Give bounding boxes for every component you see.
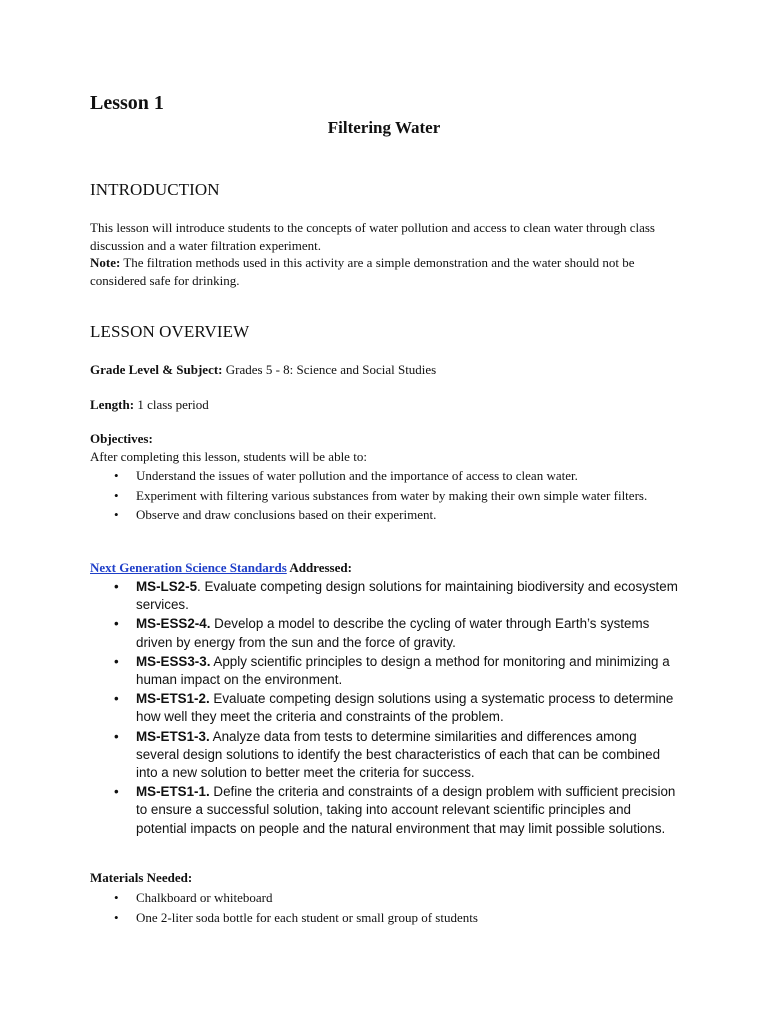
lesson-overview-heading: LESSON OVERVIEW	[90, 322, 250, 341]
page-title: Filtering Water	[327, 118, 441, 137]
list-item	[90, 653, 680, 689]
grade-level-label: Grade Level & Subject:	[90, 362, 223, 377]
list-item	[90, 728, 680, 783]
list-item	[90, 690, 680, 726]
list-item: • Chalkboard or whiteboard	[90, 889, 680, 907]
objectives-label: Objectives:	[90, 431, 153, 446]
list-item	[90, 578, 680, 614]
standard-text: Apply scientific principles to design a method for monitoring and minimizing a human impact on the environment.	[136, 653, 670, 688]
materials-list	[90, 889, 680, 928]
standard-text: Analyze data from tests to determine similarities and differences among several design solutions to identify the best characteristics of each that can be combined into a new solution to better meet the criteria for success.	[136, 728, 661, 781]
standard-code: MS-ETS1-1.	[136, 784, 210, 800]
standard-text: Develop a model to describe the cycling of water through Earth’s systems driven by energy from the sun and the force of gravity.	[136, 616, 650, 650]
introduction-heading: INTRODUCTION	[90, 180, 220, 199]
standard-code: MS-ESS3-3.	[136, 653, 211, 669]
standards-heading	[90, 560, 352, 576]
list-item	[90, 615, 680, 651]
length-value: 1 class period	[134, 397, 209, 412]
list-item: • One 2-liter soda bottle for each student or small group of students	[90, 909, 680, 927]
standard-code: MS-LS2-5	[136, 579, 198, 594]
introduction-body: This lesson will introduce students to the concepts of water pollution and access to clean water through class discussion and a water filtration experiment.	[90, 220, 655, 253]
length-label: Length:	[90, 397, 135, 412]
standard-code: MS-ESS2-4.	[136, 616, 211, 632]
list-item: • Observe and draw conclusions based on their experiment.	[90, 506, 680, 524]
standard-text: Evaluate competing design solutions using a systematic process to determine how well they meet the criteria and constraints of the problem.	[136, 691, 674, 725]
objectives-intro: After completing this lesson, students will be able to:	[90, 449, 367, 464]
length-field	[90, 397, 209, 413]
note-label: Note:	[90, 255, 121, 270]
standard-code: MS-ETS1-3.	[136, 728, 210, 744]
standards-list	[90, 578, 680, 839]
list-item	[90, 783, 680, 838]
lesson-number: Lesson 1	[90, 92, 164, 114]
grade-level-field	[90, 362, 436, 378]
objectives-list	[90, 467, 680, 526]
list-item: • Experiment with filtering various substances from water by making their own simple water filters.	[90, 487, 680, 505]
grade-level-value: Grades 5 - 8: Science and Social Studies	[222, 362, 437, 377]
introduction-text	[90, 219, 680, 289]
ngss-link[interactable]: Next Generation Science Standards	[90, 560, 287, 575]
standard-code: MS-ETS1-2.	[136, 691, 210, 707]
standard-text: Define the criteria and constraints of a design problem with sufficient precision to ensure a successful solution, taking into account relevant scientific principles and potential impacts on people and the natural environment that may limit possible solutions.	[136, 784, 676, 836]
standards-heading-suffix: Addressed:	[286, 560, 352, 575]
standard-text: . Evaluate competing design solutions for maintaining biodiversity and ecosystem services.	[136, 579, 678, 613]
list-item: • Understand the issues of water pollution and the importance of access to clean water.	[90, 467, 680, 485]
note-text: The filtration methods used in this activity are a simple demonstration and the water should not be considered safe for drinking.	[90, 255, 635, 288]
materials-label: Materials Needed:	[90, 870, 193, 885]
